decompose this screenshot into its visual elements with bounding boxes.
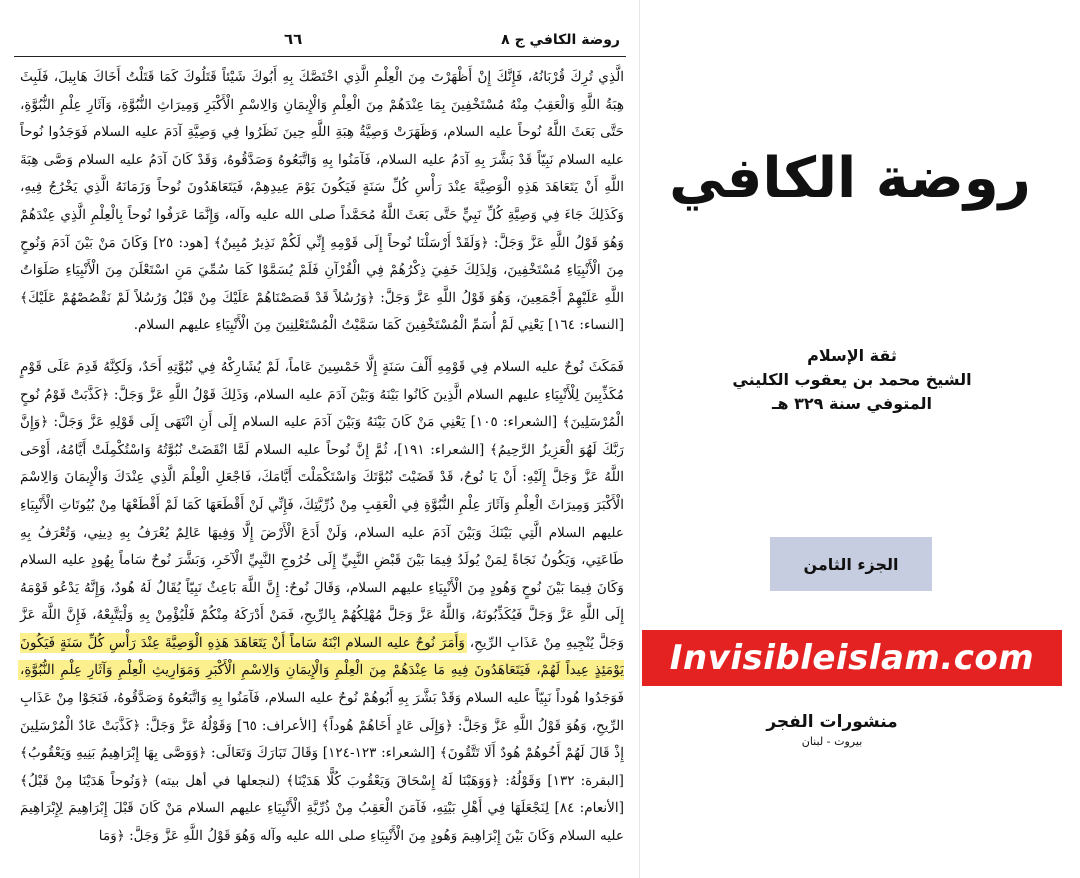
paragraph-2-after: فَوَجَدُوا هُوداً نَبِيّاً عليه السلام وَقَدْ بَشَّرَ بِهِ أَبُوهُمْ نُوحٌ عليه السلام، فَآمَنُوا بِهِ وَاتَّبَعُوهُ وَصَدَّقُوهُ، فَنَجَوْا مِنْ عَذَابِ الرِّيحِ، وَهُوَ قَوْلُ اللَّهِ عَزَّ وَجَلَّ: ﴿وَإِلَى عَادٍ أَخَاهُمْ هُوداً﴾ [الأعراف: ٦٥] وَقَوْلُهُ عَزَّ وَجَلَّ: ﴿كَذَّبَتْ عَادٌ الْمُرْسَلِينَ إِذْ قَالَ لَهُمْ أَخُوهُمْ هُودٌ أَلَا تَتَّقُونَ﴾ [الشعراء: ١٢٣-١٢٤] وَقَالَ تَبَارَكَ وَتَعَالَى: ﴿وَوَصَّى بِهَا إِبْرَاهِيمُ بَنِيهِ وَيَعْقُوبُ﴾ [البقرة: ١٣٢] وَقَوْلُهُ: ﴿وَوَهَبْنَا لَهُ إِسْحَاقَ وَيَعْقُوبَ كُلًّا هَدَيْنَا﴾ (لنجعلها في أهل بيته) ﴿وَنُوحاً هَدَيْنَا مِنْ قَبْلُ﴾ [الأنعام: ٨٤] لِنَجْعَلَهَا فِي أَهْلِ بَيْتِهِ، فَآمَنَ الْعَقِبُ مِنْ ذُرِّيَّةِ الْأَنْبِيَاءِ عليهم السلام مَنْ كَانَ قَبْلَ إِبْرَاهِيمَ لِإِبْرَاهِيمَ عليه السلام وَكَانَ بَيْنَ إِبْرَاهِيمَ وَهُودٍ مِنَ الْأَنْبِيَاءِ صلى الله عليه وآله وَهُوَ قَوْلُ اللَّهِ عَزَّ وَجَلَّ: ﴿وَمَا [20,690,625,845]
paragraph-2 [20,354,624,851]
author-honorific: ثقة الإسلام [807,346,897,365]
publisher-location: بيروت - لبنان [801,735,863,748]
author-block [692,344,1012,416]
highlighted-passage: وَأَمَرَ نُوحٌ عليه السلام ابْنَهُ سَاماً أَنْ يَتَعَاهَدَ هَذِهِ الْوَصِيَّةَ عِنْدَ رَأْسِ كُلِّ سَنَةٍ فَيَكُونَ يَوْمَئِذٍ عِيداً لَهُمْ، فَيَتَعَاهَدُونَ فِيهِ مَا عِنْدَهُمْ مِنَ الْعِلْمِ وَالْإِيمَانِ وَالِاسْمِ الْأَكْبَرِ وَمَوَارِيثِ الْعِلْمِ وَآثَارِ عِلْمِ النُّبُوَّةِ، [20,634,624,679]
author-name: الشيخ محمد بن يعقوب الكليني [732,370,972,389]
watermark-banner: Invisibleislam.com [642,630,1062,686]
body-text [20,64,624,864]
publisher-block [712,710,952,750]
author-death-year: المتوفي سنة ٣٢٩ هـ [772,394,932,413]
publisher-name: منشورات الفجر [766,712,898,732]
book-title: روضة الكافي [669,146,1031,211]
paragraph-2-before: فَمَكَثَ نُوحٌ عليه السلام فِي قَوْمِهِ أَلْفَ سَنَةٍ إِلَّا خَمْسِينَ عَاماً، لَمْ يُشَارِكْهُ فِي نُبُوَّتِهِ أَحَدٌ، وَلَكِنَّهُ قَدِمَ عَلَى قَوْمٍ مُكَذِّبِينَ لِلْأَنْبِيَاءِ عليهم السلام الَّذِينَ كَانُوا بَيْنَهُ وَبَيْنَ آدَمَ عليه السلام، وَذَلِكَ قَوْلُ اللَّهِ عَزَّ وَجَلَّ: ﴿كَذَّبَتْ قَوْمُ نُوحٍ الْمُرْسَلِينَ﴾ [الشعراء: ١٠٥] يَعْنِي مَنْ كَانَ بَيْنَهُ وَبَيْنَ آدَمَ عليه السلام إِلَى أَنِ انْتَهَى إِلَى قَوْلِهِ عَزَّ وَجَلَّ: ﴿وَإِنَّ رَبَّكَ لَهُوَ الْعَزِيزُ الرَّحِيمُ﴾ [الشعراء: ١٩١]، ثُمَّ إِنَّ نُوحاً عليه السلام لَمَّا انْقَضَتْ نُبُوَّتُهُ وَاسْتُكْمِلَتْ أَيَّامُهُ، أَوْحَى اللَّهُ عَزَّ وَجَلَّ إِلَيْهِ: أَنْ يَا نُوحُ، قَدْ قَضَيْتَ نُبُوَّتَكَ وَاسْتَكْمَلْتَ أَيَّامَكَ، فَاجْعَلِ الْعِلْمَ الَّذِي عِنْدَكَ وَالْإِيمَانَ وَالِاسْمَ الْأَكْبَرَ وَمِيرَاثَ الْعِلْمِ وَآثَارَ عِلْمِ النُّبُوَّةِ فِي الْعَقِبِ مِنْ ذُرِّيَّتِكَ، فَإِنِّي لَنْ أَقْطَعَهَا كَمَا لَمْ أَقْطَعْهَا مِنْ بُيُوتَاتِ الْأَنْبِيَاءِ عليهم السلام الَّتِي بَيْنَكَ وَبَيْنَ آدَمَ عليه السلام، وَلَنْ أَدَعَ الْأَرْضَ إِلَّا وَفِيهَا عَالِمٌ يُعْرَفُ بِهِ دِينِي، وَتُعْرَفُ بِهِ طَاعَتِي، وَيَكُونُ نَجَاةً لِمَنْ يُولَدُ فِيمَا بَيْنَ قَبْضِ النَّبِيِّ إِلَى خُرُوجِ النَّبِيِّ الْآخَرِ، وَبَشَّرَ نُوحٌ سَاماً بِهُودٍ عليه السلام وَكَانَ فِيمَا بَيْنَ نُوحٍ وَهُودٍ مِنَ الْأَنْبِيَاءِ عليهم السلام، وَقَالَ نُوحٌ: إِنَّ اللَّهَ بَاعِثٌ نَبِيّاً يُقَالُ لَهُ هُودٌ، وَإِنَّهُ يَدْعُو قَوْمَهُ إِلَى اللَّهِ عَزَّ وَجَلَّ فَيُكَذِّبُونَهُ، وَاللَّهُ عَزَّ وَجَلَّ مُهْلِكُهُمْ بِالرِّيحِ، فَمَنْ أَدْرَكَهُ مِنْكُمْ فَلْيُؤْمِنْ بِهِ وَلْيَتَّبِعْهُ، فَإِنَّ اللَّهَ عَزَّ وَجَلَّ يُنْجِيهِ مِنْ عَذَابِ الرِّيحِ، [20,358,625,651]
running-head [14,30,626,57]
volume-label: الجزء الثامن [770,537,932,591]
page-number: ٦٦ [284,30,303,48]
title-page [652,90,1048,830]
running-head-title: روضة الكافي ج ٨ [501,32,620,48]
paragraph-1: الَّذِي تُرِكَ قُرْبَانُهُ، فَإِنَّكَ إِنْ أَظْهَرْتَ مِنَ الْعِلْمِ الَّذِي اخْتَصَّكَ بِهِ أَبُوكَ شَيْئاً قَتَلُوكَ كَمَا قَتَلْتُ أَخَاكَ هَابِيلَ، فَلَبِثَ هِبَةُ اللَّهِ وَالْعَقِبُ مِنْهُ مُسْتَخْفِينَ بِمَا عِنْدَهُمْ مِنَ الْعِلْمِ وَالْإِيمَانِ وَالِاسْمِ الْأَكْبَرِ وَمِيرَاثِ النُّبُوَّةِ، وَآثَارِ عِلْمِ النُّبُوَّةِ، حَتَّى بَعَثَ اللَّهُ نُوحاً عليه السلام، وَظَهَرَتْ وَصِيَّةُ هِبَةِ اللَّهِ حِينَ نَظَرُوا فِي وَصِيَّةِ آدَمَ عليه السلام فَوَجَدُوا نُوحاً عليه السلام نَبِيّاً قَدْ بَشَّرَ بِهِ آدَمُ عليه السلام، فَآمَنُوا بِهِ وَاتَّبَعُوهُ وَصَدَّقُوهُ، وَقَدْ كَانَ آدَمُ عليه السلام وَصَّى هِبَةَ اللَّهِ أَنْ يَتَعَاهَدَ هَذِهِ الْوَصِيَّةَ عِنْدَ رَأْسِ كُلِّ سَنَةٍ فَيَكُونَ يَوْمَ عِيدِهِمْ، فَيَتَعَاهَدُونَ نُوحاً وَزَمَانَهُ الَّذِي يَخْرُجُ فِيهِ، وَكَذَلِكَ جَاءَ فِي وَصِيَّةِ كُلِّ نَبِيٍّ حَتَّى بَعَثَ اللَّهُ مُحَمَّداً صلى الله عليه وآله، وَإِنَّمَا عَرَفُوا نُوحاً بِالْعِلْمِ الَّذِي عِنْدَهُمْ وَهُوَ قَوْلُ اللَّهِ عَزَّ وَجَلَّ: ﴿وَلَقَدْ أَرْسَلْنَا نُوحاً إِلَى قَوْمِهِ إِنِّي لَكُمْ نَذِيرٌ مُبِينٌ﴾ [هود: ٢٥] وَكَانَ مَنْ بَيْنَ آدَمَ وَنُوحٍ مِنَ الْأَنْبِيَاءِ مُسْتَخْفِينَ، وَلِذَلِكَ خَفِيَ ذِكْرُهُمْ فِي الْقُرْآنِ فَلَمْ يُسَمَّوْا كَمَا سُمِّيَ مَنِ اسْتَعْلَنَ مِنَ الْأَنْبِيَاءِ صَلَوَاتُ اللَّهِ عَلَيْهِمْ أَجْمَعِينَ، وَهُوَ قَوْلُ اللَّهِ عَزَّ وَجَلَّ: ﴿وَرُسُلاً قَدْ قَصَصْنَاهُمْ عَلَيْكَ مِنْ قَبْلُ وَرُسُلاً لَمْ نَقْصُصْهُمْ عَلَيْكَ﴾ [النساء: ١٦٤] يَعْنِي لَمْ أُسَمِّ الْمُسْتَخْفِينَ كَمَا سَمَّيْتُ الْمُسْتَعْلِنِينَ مِنَ الْأَنْبِيَاءِ عليهم السلام. [20,69,625,334]
